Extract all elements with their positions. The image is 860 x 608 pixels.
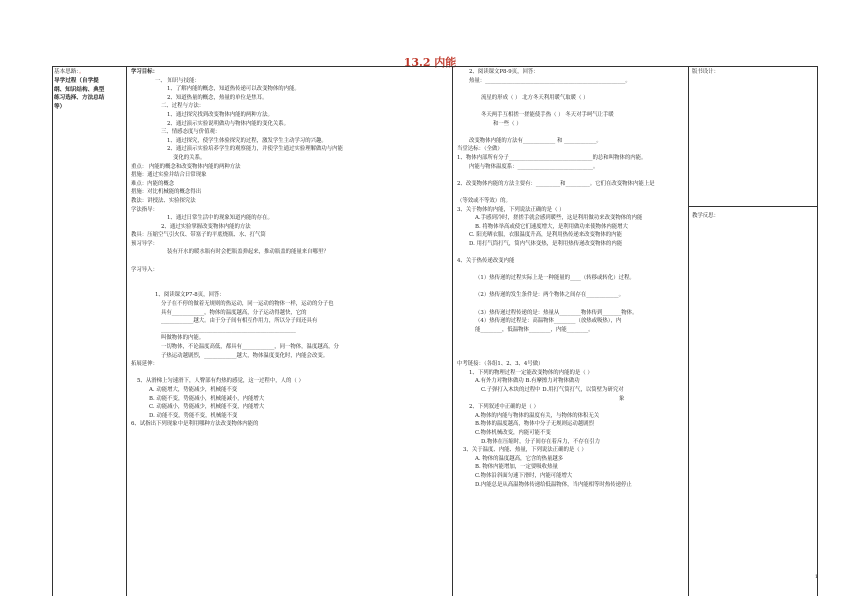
text-line: C. 阳光晒衣服，衣服温度升高，是利用热传递来改变物体的内能 [469, 232, 622, 239]
text-line: （3）热传递过程传递的是：热量从________物体传到_______物体。 [475, 309, 638, 316]
text-line: 改变物体内能的方法有____________ 和 ____________。 [469, 137, 602, 144]
text-line: 4、关于热传递改变内能 [457, 258, 515, 265]
text-line: 热量：____________________________________________________。 [469, 77, 631, 84]
middle-column [457, 68, 687, 489]
text-line: 象 [619, 395, 625, 402]
text-line: 3、关于温度、内能、热量，下列说法正确的是（ ） [463, 447, 587, 454]
text-line: A. 动能增大，势能减少，机械能不变 [149, 386, 238, 393]
text-line: （1）热传递的过程实际上是一种能量的____（转移或转化）过程。 [475, 275, 635, 282]
text-line: 措施：通过实验并结合日常现象 [131, 172, 207, 179]
text-line: 措施：对比机械能的概念得出 [131, 189, 202, 196]
text-line: B. 将物体举高或使它们速度增大，是利用做功来使物体内能增大 [475, 223, 628, 230]
text-line: 教具：压缩空气引火仪、带塞子的平底烧瓶、水、打气筒 [131, 232, 266, 239]
text-line: 分子在不停的做着无规则的热运动，同一运动的物体一样，运动的分子也 [161, 301, 334, 308]
text-line: 学习目标： [131, 69, 158, 75]
text-line: 难点：内能的概念 [131, 180, 175, 187]
text-line: C.子弹打入木块的过程中 D.用打气筒打气，以筒壁为研究对 [481, 386, 624, 393]
process-line: 等） [54, 104, 66, 111]
right-column [692, 68, 814, 77]
text-line: 能________，低温物体________，内能________。 [475, 326, 594, 333]
text-line: 一切物体，不论温度高低，都具有____________，同一物体，温度越高，分 [161, 344, 339, 350]
text-line: 变化的关系。 [173, 154, 206, 161]
text-line: 2、通过演示实验培养学生的观察能力，并使学生通过实验理解做功与内能 [167, 146, 343, 153]
text-line: A. 物体的温度越高，它含的热量越多 [475, 455, 564, 462]
text-line: C.物体沿斜面匀速下滑时，内能可能增大 [475, 472, 573, 479]
text-line: 装有开水的暖水瓶有时会把瓶盖弹起来，推动瓶盖的能量来自哪里？ [167, 249, 329, 256]
board-design-label: 版书设计： [692, 69, 719, 75]
col-divider-2 [452, 66, 453, 596]
process-line: 导学过程（自学提 [54, 77, 99, 84]
text-line [457, 300, 687, 309]
col-divider-3 [688, 66, 689, 596]
text-line: 内能与物体温度系：____________________________。 [469, 163, 599, 170]
text-line: 1、通过探究，使学生体验探究的过程，激发学生主动学习的兴趣。 [167, 137, 327, 144]
text-line: 学法指导： [131, 206, 158, 213]
text-line: （等效或不等效）的。 [457, 197, 511, 204]
text-line: 一、 知识与技能： [155, 77, 200, 84]
process-line: 纲、知识结构、典型 [54, 86, 105, 93]
text-line: D.内能总是从高温物体传递给低温物体，当内能相等时热传递停止 [475, 481, 632, 488]
text-line: ____________越大。由于分子间有相互作用力，所以分子间还具有 [161, 318, 318, 325]
text-line: 子热运动越剧烈，____________越大，物体温度变化时，内能会改变。 [161, 352, 329, 359]
text-line [131, 274, 449, 283]
page-title: 13.2 内能 [403, 56, 457, 69]
text-line: 6、试指出下列现象中是利用哪种方法改变物体内能的 [131, 421, 259, 428]
text-line: 1、通过日常生活中的现象知道内能的存在。 [167, 215, 273, 222]
text-line: 3、关于物体的内能，下列说法正确的是（ ） [457, 206, 565, 213]
text-line: 冬天两手互相搓一搓能使手热（ ） 冬天对手呵气让手暖 [481, 111, 614, 118]
text-line: 当堂达标：（全做） [457, 146, 503, 153]
text-line: 1、下列的物理过程一定能改变物体的内能的是（ ） [469, 369, 593, 376]
text-line [457, 85, 687, 94]
text-line: 中考链接：（各组1、2、3、4号做） [457, 361, 544, 368]
text-line [457, 171, 687, 180]
text-line [457, 102, 687, 111]
text-line [457, 248, 687, 257]
table-left-border [52, 66, 53, 596]
text-line: 预习导学： [131, 240, 158, 247]
left-column [131, 68, 449, 429]
process-line: 练习选择、方法总结 [54, 95, 105, 102]
text-line: B.物体的温度越高，物体中分子无规则运动越剧烈 [475, 421, 594, 428]
text-line [131, 283, 449, 292]
sidebar [54, 68, 126, 112]
text-line [457, 188, 687, 197]
text-line [457, 128, 687, 137]
text-line: B. 动能不变，势能减小，机械能减小，内能增大 [149, 395, 265, 402]
text-line: B. 物体内能增加，一定要吸收热量 [475, 464, 558, 471]
text-line: 1、阅读课文P7-8页，回答： [155, 292, 225, 299]
text-line: 学习导入： [131, 266, 158, 273]
text-line: D. 用打气筒打气，筒内气体变热，是利用热传递改变物体的内能 [469, 240, 623, 247]
text-line [457, 334, 687, 343]
text-line: A.手感到冷时，搓搓手就会感到暖些，这是利用做功来改变物体的内能 [475, 215, 643, 222]
text-line: 三、情感态度与价值观： [161, 129, 221, 136]
text-line [131, 369, 449, 378]
text-line: （2）热传递的发生条件是：两个物体之间存在____________。 [475, 292, 624, 299]
table-top-border [52, 66, 818, 67]
text-line [131, 257, 449, 266]
text-line: C. 动能减小，势能减少，机械能不变，内能增大 [149, 404, 265, 411]
right-column-lower [692, 212, 814, 221]
text-line: 流星的形成（ ） 北方冬天利用暖气取暖（ ） [481, 94, 589, 101]
text-line: 2、下列叙述中正确的是（ ） [469, 404, 539, 411]
text-line [457, 343, 687, 352]
text-line: 叫做物体的内能。 [161, 335, 205, 342]
text-line: 2、通过实验掌握改变物体内能的方法 [161, 223, 251, 230]
text-line [457, 352, 687, 361]
text-line: 具有____________，物体的温度越高，分子运动得越快，它的 [161, 309, 307, 316]
basic-label: 基本思路： [54, 69, 80, 75]
text-line: 二、过程与方法： [161, 103, 205, 110]
text-line: 重点： 内能的概念和改变物体内能的两种方法 [131, 163, 241, 170]
text-line: A.有外力对物体做功 B.有摩擦力对物体做功 [475, 378, 580, 385]
text-line: 5、从滑梯上匀速滑下，人臀部有灼热的感觉，这一过程中，人的（ ） [137, 378, 304, 385]
text-line: 教法：讲授法、实验探究法 [131, 197, 196, 204]
text-line: 1、了解内能的概念，知道热传递可以改变物体的内能。 [167, 86, 300, 93]
text-line: 拓展延伸： [131, 361, 158, 368]
teaching-reflection-label: 教学反思： [692, 213, 719, 219]
text-line: __________________________________________________ [161, 326, 296, 333]
page-number: 1 [814, 574, 818, 580]
text-line: D.物体在压缩时，分子间存在着斥力，不存在引力 [481, 438, 601, 445]
text-line: 2、通过演示实验说明做功与物体内能的变化关系。 [167, 120, 290, 127]
text-line: 1、物体内部所有分子_______________________________的总和叫物体的内能。 [457, 154, 647, 161]
text-line [457, 266, 687, 275]
text-line: 2、知道热量的概念，热量的单位是焦耳。 [167, 94, 268, 101]
right-divider [688, 206, 817, 207]
text-line: （4）热传递的过程是：高温物体________（放热或吸热），内 [475, 318, 622, 325]
basic-mark: 。 [79, 69, 85, 75]
text-line: A.物体的内能与物体的温度有关，与物体的体积无关 [475, 412, 600, 419]
text-line: C.物体机械改变，内能可能不变 [475, 429, 551, 436]
text-line: 2、阅读课文P8-9页，回答： [469, 69, 539, 75]
text-line [457, 283, 687, 292]
text-line: 和一些（ ） [493, 120, 522, 127]
text-line: 2、改变物体内能的方法主要有：_________和_________。它们在改变物体内能上是 [457, 180, 655, 187]
text-line: 1、通过探究找到改变物体内能的两种方法。 [167, 111, 273, 118]
text-line: D. 动能不变，势能不变，机械能不变 [149, 412, 238, 419]
col-divider-1 [126, 66, 127, 596]
table-right-border [814, 66, 818, 596]
